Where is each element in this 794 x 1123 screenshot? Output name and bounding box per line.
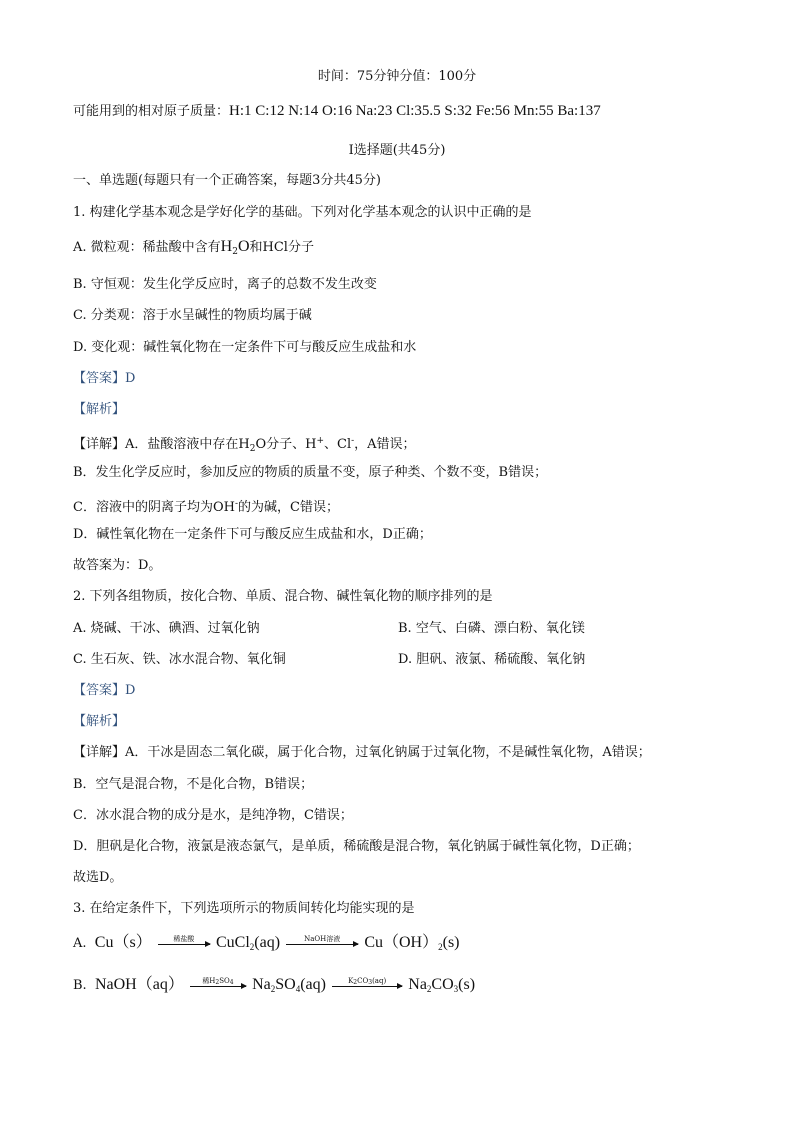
- species-part: Na: [408, 976, 427, 993]
- cond-part: SO: [219, 977, 230, 985]
- reaction-arrow: [190, 977, 246, 994]
- q1-detail-a-sup: +: [316, 436, 325, 446]
- q2-stem: 2. 下列各组物质，按化合物、单质、混合物、碱性氧化物的顺序排列的是: [73, 589, 493, 604]
- arrow-condition: [332, 977, 402, 986]
- formula-sub: 2: [232, 247, 238, 257]
- q1-conclusion: 故答案为：D。: [73, 558, 162, 573]
- cond-sub: 3: [368, 979, 373, 986]
- species-part: (aq): [254, 934, 281, 951]
- arrow-condition: [190, 977, 246, 986]
- cond-part: K: [348, 977, 354, 985]
- time-score-line: 时间：75分钟分值：100分: [317, 69, 477, 84]
- formula-h: H: [220, 238, 233, 255]
- q1-detail-a-part: O分子、H: [255, 437, 317, 452]
- species: [216, 934, 280, 951]
- q1-detail-c-sup: -: [234, 499, 238, 509]
- species: NaOH（aq）: [94, 976, 184, 993]
- q2-option-c: C. 生石灰、铁、冰水混合物、氧化铜: [73, 652, 286, 667]
- q3-option-a-label: A.: [73, 936, 87, 951]
- species: [252, 976, 326, 993]
- q1-detail-c: [73, 495, 339, 517]
- q3-option-b: [73, 972, 475, 1002]
- formula-o: O: [237, 238, 250, 255]
- cond-part: CO: [357, 977, 369, 985]
- species-sub: 4: [295, 984, 301, 994]
- species-sub: 2: [438, 942, 443, 952]
- q3-stem: 3. 在给定条件下，下列选项所示的物质间转化均能实现的是: [73, 901, 415, 916]
- q1-detail-a: [73, 432, 416, 458]
- species: [364, 934, 459, 951]
- species: Cu（s）: [94, 934, 152, 951]
- q1-option-a-tail: 和HCl分子: [249, 240, 314, 255]
- q1-detail-d: D．碱性氧化物在一定条件下可与酸反应生成盐和水，D正确；: [73, 527, 432, 542]
- q1-detail-a-part: ，A错误；: [354, 437, 416, 452]
- q1-option-c: C. 分类观：溶于水呈碱性的物质均属于碱: [73, 308, 312, 323]
- q2-answer: 【答案】D: [73, 683, 136, 698]
- q2-option-a: A. 烧碱、干冰、碘酒、过氧化钠: [73, 621, 260, 636]
- q2-option-b: B. 空气、白磷、漂白粉、氧化镁: [398, 621, 585, 636]
- arrow-condition: NaOH溶液: [304, 935, 341, 943]
- species-part: Na: [252, 976, 271, 993]
- q2-detail-d: D．胆矾是化合物，液氯是液态氯气，是单质，稀硫酸是混合物，氧化钠属于碱性氧化物，D正确；: [73, 839, 640, 854]
- cond-part: (aq): [372, 977, 387, 985]
- species-sub: 2: [426, 984, 432, 994]
- atomic-mass-line: [73, 102, 601, 121]
- species-part: Cu（OH）: [364, 934, 439, 951]
- arrow-condition: 稀盐酸: [173, 935, 195, 943]
- q3-option-b-label: B.: [73, 978, 87, 993]
- species-part: (aq): [300, 976, 326, 993]
- reaction-arrow: [332, 977, 402, 994]
- q1-detail-a-part: 、Cl: [324, 437, 352, 452]
- q1-option-b: B. 守恒观：发生化学反应时，离子的总数不发生改变: [73, 277, 377, 292]
- cond-sub: 2: [353, 979, 358, 986]
- section-part-heading: 一、单选题(每题只有一个正确答案，每题3分共45分): [73, 173, 381, 188]
- q2-detail-a: 【详解】A．干冰是固态二氧化碳，属于化合物，过氧化钠属于过氧化物，不是碱性氧化物，A错误；: [73, 745, 651, 760]
- q1-option-a-text: A. 微粒观：稀盐酸中含有: [73, 240, 221, 255]
- atomic-mass-values: H:1 C:12 N:14 O:16 Na:23 Cl:35.5 S:32 Fe:56 Mn:55 Ba:137: [229, 103, 601, 119]
- cond-part: 稀H: [202, 977, 216, 985]
- q1-answer: 【答案】D: [73, 371, 136, 386]
- species-sub: 2: [270, 984, 276, 994]
- species-part: CuCl: [215, 934, 250, 951]
- q1-option-d: D. 变化观：碱性氧化物在一定条件下可与酸反应生成盐和水: [73, 340, 417, 355]
- q1-detail-b: B．发生化学反应时，参加反应的物质的质量不变，原子种类、个数不变，B错误；: [73, 465, 548, 480]
- q2-analysis-heading: 【解析】: [73, 714, 126, 729]
- reaction-arrow: [158, 935, 210, 952]
- q1-option-a: [73, 238, 314, 261]
- species-sub: 3: [453, 984, 459, 994]
- q2-conclusion: 故选D。: [73, 870, 123, 885]
- cond-sub: 4: [229, 979, 234, 986]
- species: [408, 976, 475, 993]
- q1-detail-c-part: 的为碱，C错误；: [238, 500, 339, 515]
- q1-detail-a-sup: -: [351, 436, 355, 446]
- q2-option-d: D. 胆矾、液氯、稀硫酸、氧化钠: [398, 652, 586, 667]
- atomic-mass-label: 可能用到的相对原子质量：: [73, 104, 230, 119]
- species-part: SO: [275, 976, 296, 993]
- q2-detail-c: C．冰水混合物的成分是水，是纯净物，C错误；: [73, 808, 353, 823]
- species-part: CO: [431, 976, 454, 993]
- section-title: I选择题(共45分): [348, 143, 446, 158]
- q1-analysis-heading: 【解析】: [73, 402, 126, 417]
- species-part: (s): [458, 976, 476, 993]
- species-part: (s): [442, 934, 460, 951]
- cond-sub: 2: [215, 979, 220, 986]
- species-sub: 2: [249, 942, 255, 952]
- q1-detail-a-sub: 2: [249, 444, 256, 454]
- q1-detail-a-part: 【详解】A．盐酸溶液中存在H: [73, 437, 250, 452]
- q3-option-a: [73, 930, 460, 960]
- q1-stem: 1. 构建化学基本观念是学好化学的基础。下列对化学基本观念的认识中正确的是: [73, 205, 532, 220]
- reaction-arrow: [286, 935, 358, 952]
- q2-detail-b: B．空气是混合物，不是化合物，B错误；: [73, 777, 314, 792]
- q1-detail-c-part: C．溶液中的阴离子均为OH: [73, 500, 235, 515]
